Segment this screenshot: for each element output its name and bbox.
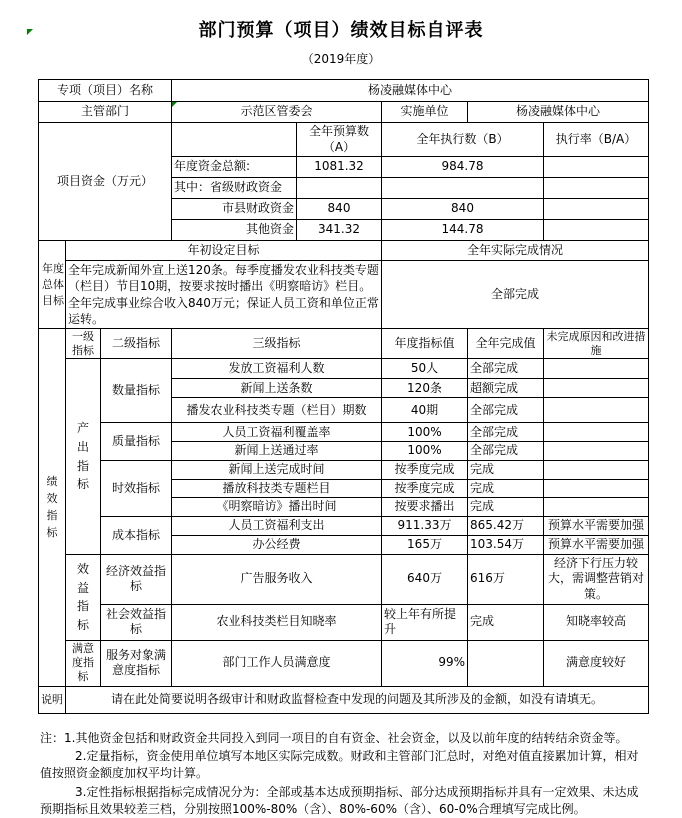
l3-name: 广告服务收入 bbox=[172, 554, 382, 604]
l3-name: 人员工资福利覆盖率 bbox=[172, 423, 382, 442]
actual-value: 全部完成 bbox=[468, 423, 544, 442]
funding-budget-value: 341.32 bbox=[297, 220, 382, 241]
funding-header-empty bbox=[172, 123, 297, 157]
indicator-row bbox=[39, 461, 649, 480]
green-corner-marker-icon bbox=[172, 102, 177, 107]
actual-value: 103.54万 bbox=[468, 535, 544, 554]
header-l3: 三级指标 bbox=[172, 328, 382, 359]
indicator-section-label-text: 绩效指标 bbox=[46, 475, 58, 540]
indicator-row bbox=[39, 640, 649, 686]
l1-group-benefit-text: 效益指标 bbox=[76, 562, 89, 632]
goal-section-label-text: 年度总体目标 bbox=[42, 261, 64, 307]
reason-value bbox=[544, 423, 649, 442]
indicator-row bbox=[39, 554, 649, 604]
header-l2: 二级指标 bbox=[101, 328, 172, 359]
header-reason: 未完成原因和改进措施 bbox=[544, 328, 649, 359]
header-target: 年度指标值 bbox=[382, 328, 468, 359]
l3-name: 发放工资福利人数 bbox=[172, 359, 382, 379]
reason-value bbox=[544, 398, 649, 423]
row-goal-content bbox=[39, 261, 649, 329]
goal-set-text: 全年完成新闻外宣上送120条。每季度播发农业科技类专题（栏目）节目10期，按要求按时播出《明察暗访》栏目。全年完成事业综合收入840万元；保证人员工资和单位正常运转。 bbox=[66, 261, 382, 329]
funding-row-label: 其他资金 bbox=[172, 220, 297, 241]
funding-rate-value bbox=[544, 178, 649, 199]
row-remark bbox=[39, 686, 649, 713]
impl-value: 杨凌融媒体中心 bbox=[468, 102, 649, 123]
footnote-3: 3.定性指标根据指标完成情况分为：全部或基本达成预期指标、部分达成预期指标并具有一定效果、未达成预期指标且效果较差三档，分别按照100%-80%（含）、80%-60%（含）、60-0%合理填写完成比例。 bbox=[40, 784, 639, 816]
dept-value bbox=[172, 102, 382, 123]
l3-name: 《明察暗访》播出时间 bbox=[172, 498, 382, 517]
self-evaluation-table bbox=[38, 79, 649, 714]
l3-name: 播发农业科技类专题（栏目）期数 bbox=[172, 398, 382, 423]
page-title: 部门预算（项目）绩效目标自评表 bbox=[198, 20, 484, 41]
l3-name: 人员工资福利支出 bbox=[172, 516, 382, 535]
actual-value: 完成 bbox=[468, 461, 544, 480]
indicator-row bbox=[39, 423, 649, 442]
l2-group-service: 服务对象满意度指标 bbox=[101, 640, 172, 686]
remark-text: 请在此处简要说明各级审计和财政监督检查中发现的问题及其所涉及的金额，如没有请填无。 bbox=[66, 686, 649, 713]
l3-name: 办公经费 bbox=[172, 535, 382, 554]
actual-value: 616万 bbox=[468, 554, 544, 604]
l2-group-quantity: 数量指标 bbox=[101, 359, 172, 423]
funding-budget-value: 840 bbox=[297, 199, 382, 220]
target-value: 640万 bbox=[382, 554, 468, 604]
funding-row-label: 市县财政资金 bbox=[172, 199, 297, 220]
row-project-name bbox=[39, 80, 649, 102]
reason-value bbox=[544, 498, 649, 517]
l1-group-output bbox=[66, 359, 101, 554]
funding-exec-value bbox=[382, 178, 544, 199]
l3-name: 播放科技类专题栏目 bbox=[172, 479, 382, 498]
l3-name: 新闻上送完成时间 bbox=[172, 461, 382, 480]
actual-value: 全部完成 bbox=[468, 359, 544, 379]
target-value: 按要求播出 bbox=[382, 498, 468, 517]
target-value: 100% bbox=[382, 423, 468, 442]
reason-value bbox=[544, 442, 649, 461]
funding-budget-value: 1081.32 bbox=[297, 157, 382, 178]
l1-group-benefit bbox=[66, 554, 101, 640]
funding-header-rate: 执行率（B/A） bbox=[544, 123, 649, 157]
row-departments bbox=[39, 102, 649, 123]
indicator-section-label bbox=[39, 328, 66, 686]
impl-label: 实施单位 bbox=[382, 102, 468, 123]
indicator-row bbox=[39, 604, 649, 640]
target-value: 120条 bbox=[382, 379, 468, 398]
page-subtitle: （2019年度） bbox=[301, 52, 381, 66]
target-value: 按季度完成 bbox=[382, 479, 468, 498]
actual-value: 全部完成 bbox=[468, 442, 544, 461]
reason-value bbox=[544, 461, 649, 480]
l2-group-economic: 经济效益指标 bbox=[101, 554, 172, 604]
target-value: 50人 bbox=[382, 359, 468, 379]
funding-rate-value bbox=[544, 199, 649, 220]
funding-budget-value bbox=[297, 178, 382, 199]
indicator-row bbox=[39, 359, 649, 379]
funding-exec-value: 984.78 bbox=[382, 157, 544, 178]
funding-exec-value: 144.78 bbox=[382, 220, 544, 241]
target-value: 40期 bbox=[382, 398, 468, 423]
actual-value bbox=[468, 640, 544, 686]
footnotes bbox=[40, 730, 648, 818]
target-value: 较上年有所提升 bbox=[382, 604, 468, 640]
header-l1: 一级指标 bbox=[66, 328, 101, 359]
goal-actual-text: 全部完成 bbox=[382, 261, 649, 329]
l3-name: 新闻上送条数 bbox=[172, 379, 382, 398]
target-value: 100% bbox=[382, 442, 468, 461]
reason-value bbox=[544, 479, 649, 498]
actual-value: 全部完成 bbox=[468, 398, 544, 423]
l3-name: 部门工作人员满意度 bbox=[172, 640, 382, 686]
goal-section-label bbox=[39, 241, 66, 329]
footnote-1: 注：1.其他资金包括和财政资金共同投入到同一项目的自有资金、社会资金，以及以前年度的结转结余资金等。 bbox=[40, 730, 628, 745]
funding-rate-value bbox=[544, 157, 649, 178]
reason-value: 预算水平需要加强 bbox=[544, 516, 649, 535]
l2-group-timeliness: 时效指标 bbox=[101, 461, 172, 517]
footnote-2: 2.定量指标，资金使用单位填写本地区实际完成数。财政和主管部门汇总时，对绝对值直接累加计算，相对值按照资金额度加权平均计算。 bbox=[40, 749, 639, 781]
project-name-value: 杨凌融媒体中心 bbox=[172, 80, 649, 102]
l1-group-output-text: 产出指标 bbox=[76, 421, 89, 492]
reason-value: 经济下行压力较大，需调整营销对策。 bbox=[544, 554, 649, 604]
goal-set-header: 年初设定目标 bbox=[66, 241, 382, 261]
funding-row-label: 年度资金总额: bbox=[172, 157, 297, 178]
target-value: 按季度完成 bbox=[382, 461, 468, 480]
funding-row-label: 其中：省级财政资金 bbox=[172, 178, 297, 199]
reason-value bbox=[544, 379, 649, 398]
header-actual: 全年完成值 bbox=[468, 328, 544, 359]
reason-value: 满意度较好 bbox=[544, 640, 649, 686]
reason-value bbox=[544, 359, 649, 379]
reason-value: 知晓率较高 bbox=[544, 604, 649, 640]
actual-value: 超额完成 bbox=[468, 379, 544, 398]
l3-name: 新闻上送通过率 bbox=[172, 442, 382, 461]
l1-group-satisfaction: 满意度指标 bbox=[66, 640, 101, 686]
target-value: 911.33万 bbox=[382, 516, 468, 535]
row-funding-header bbox=[39, 123, 649, 157]
dept-label: 主管部门 bbox=[39, 102, 172, 123]
funding-header-exec: 全年执行数（B） bbox=[382, 123, 544, 157]
goal-actual-header: 全年实际完成情况 bbox=[382, 241, 649, 261]
actual-value: 完成 bbox=[468, 479, 544, 498]
green-corner-marker-icon bbox=[27, 29, 33, 35]
dept-value-text: 示范区管委会 bbox=[240, 104, 313, 119]
funding-rate-value bbox=[544, 220, 649, 241]
actual-value: 完成 bbox=[468, 498, 544, 517]
remark-label: 说明 bbox=[39, 686, 66, 713]
actual-value: 865.42万 bbox=[468, 516, 544, 535]
l3-name: 农业科技类栏目知晓率 bbox=[172, 604, 382, 640]
indicator-row bbox=[39, 516, 649, 535]
funding-header-budget: 全年预算数（A） bbox=[297, 123, 382, 157]
actual-value: 完成 bbox=[468, 604, 544, 640]
l2-group-cost: 成本指标 bbox=[101, 516, 172, 554]
funding-exec-value: 840 bbox=[382, 199, 544, 220]
target-value: 99% bbox=[382, 640, 468, 686]
l2-group-quality: 质量指标 bbox=[101, 423, 172, 461]
row-goal-header bbox=[39, 241, 649, 261]
l2-group-social: 社会效益指标 bbox=[101, 604, 172, 640]
project-name-label: 专项（项目）名称 bbox=[39, 80, 172, 102]
reason-value: 预算水平需要加强 bbox=[544, 535, 649, 554]
funding-section-label: 项目资金（万元） bbox=[39, 123, 172, 241]
target-value: 165万 bbox=[382, 535, 468, 554]
row-indicator-header bbox=[39, 328, 649, 359]
